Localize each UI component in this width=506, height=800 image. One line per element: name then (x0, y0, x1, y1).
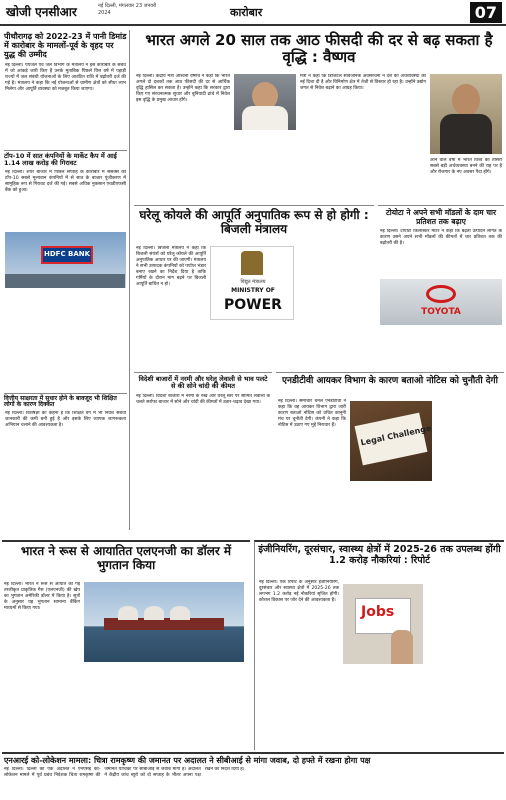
legal-body: नई दिल्ली। समाचार चैनल एनडीटीवी ने कहा कि वह आयकर विभाग द्वारा जारी कारण बताओ नोटिस को उचित कानूनी मंच पर चुनौती देगी। कंपनी ने कहा कि नोटिस में उठाए गए मुद्दे निराधार हैं। (278, 399, 346, 428)
masthead (0, 0, 506, 26)
jobs-body-cont (427, 580, 501, 746)
bullion-body: नई दिल्ली। विदेशी बाजारों में नरमी के रुख और घरेलू स्तर पर सीमित लेवाली के चलते सर्राफा बाजार में सोने और चांदी की कीमतों में उतार-चढ़ाव देखा गया। (136, 393, 270, 405)
top-story-body-b: मंत्री ने कहा कि डिजिटल सार्वजनिक अवसंरचना ने देश की अर्थव्यवस्था को नई दिशा दी है और विनिर्माण क्षेत्र में तेजी से विस्तार हो रहा है। उन्होंने उद्योग जगत से निवेश बढ़ाने का आग्रह किया। (300, 74, 426, 91)
toyota-story (378, 205, 504, 370)
bullion-story (134, 372, 272, 540)
bottom-body: नई दिल्ली। दिल्ली की एक अदालत ने एनएसई को-लोकेशन मामले में पूर्व प्रबंध निदेशक चित्रा रामकृष्ण की जमानत याचिका पर सीबीआई से जवाब मांगा है। अदालत ने केंद्रीय जांच ब्यूरो को दो सप्ताह के भीतर अपना पक्ष रखने का निर्देश दिया है। (4, 767, 245, 779)
bottom-headline: एनआरई को-लोकेशन मामला: चित्रा रामकृष्ण की जमानत पर अदालत ने सीबीआई से मांगा जवाब, दो हफ्ते में रखना होगा पक्ष (4, 756, 371, 765)
bottom-story (2, 752, 504, 799)
left-body-2: नई दिल्ली। शेयर बाजार में पिछले सप्ताह के कारोबार में सेंसेक्स की टॉप-10 सबसे मूल्यवान कंपनियों में से सात के बाजार पूंजीकरण में सामूहिक रूप से गिरावट दर्ज की गई। सबसे अधिक नुकसान एचडीएफसी बैंक को हुआ। (5, 169, 126, 193)
toyota-headline: टोयोटा ने अपने सभी मॉडलों के दाम चार प्रतिशत तक बढ़ाए (385, 208, 497, 226)
top-story-body-c: आने वाले वर्षों में भारत विश्व की तीसरी सबसे बड़ी अर्थव्यवस्था बनने की राह पर है और रोजगार के नए अवसर पैदा होंगे। (430, 158, 502, 175)
newspaper-logo: खोजी एनसीआर (6, 5, 77, 19)
coal-body-cont (298, 246, 372, 366)
left-headline: पीथौरागढ़ को 2022-23 में पानी डिमांड में कारोबार के मामलों-पूर्व के वृहद पर युद्ध की उम्मीद (4, 32, 127, 60)
bank-photo (5, 232, 126, 288)
date-line: नई दिल्ली, मंगलवार 23 जनवरी 2024 (98, 3, 157, 16)
left-sub-headline-2: वित्तीय साक्षरता में सुधार होने के बावजूद भी शिक्षित लोगों के कारण दिक्कत (4, 393, 127, 410)
ministry-of-text: MINISTRY OF (231, 287, 275, 294)
toyota-body-cont (378, 327, 504, 370)
toyota-brand: TOYOTA (421, 307, 461, 318)
legal-image (350, 401, 432, 481)
lng-body-cont (84, 666, 244, 746)
left-body-3: नई दिल्ली। विशेषज्ञों का कहना है कि शिक्षित वर्ग में भी निवेश संबंधी जानकारी की कमी बनी हुई है और इसके लिए व्यापक जागरूकता अभियान चलाने की आवश्यकता है। (5, 411, 126, 429)
lng-ship-photo (84, 582, 244, 662)
legal-body-cont (436, 399, 502, 537)
ministry-hindi: विद्युत मंत्रालय (240, 279, 266, 285)
coal-headline: घरेलू कोयले की आपूर्ति अनुपातिक रूप से हो होगी : बिजली मंत्रालय (139, 208, 369, 236)
lng-headline: भारत ने रूस से आयातित एलएनजी का डॉलर में भुगतान किया (20, 544, 232, 572)
lng-story (2, 540, 250, 750)
page-number: 07 (470, 2, 502, 23)
left-column (2, 30, 130, 530)
left-sub-headline: टॉप-10 में सात कंपनियों के मार्केट कैप में आई 1.14 लाख करोड़ की गिरावट (4, 150, 127, 168)
legal-story (276, 372, 504, 540)
jobs-sign-text: Jobs (361, 604, 395, 620)
bullion-headline: विदेशी बाजारों में नरमी और घरेलू लेवाली से भाव पलटे से की सोने चांदी की कीमत (138, 375, 268, 391)
left-body-2b (2, 290, 129, 390)
legal-image-text: Legal Challenge (359, 423, 433, 448)
top-story-body-a: नई दिल्ली। केंद्रीय मंत्री अश्विनी वैष्णव ने कहा कि भारत अगले दो दशकों तक आठ फीसदी की दर से आर्थिक वृद्धि हासिल कर सकता है। उन्होंने कहा कि सरकार द्वारा किए गए संरचनात्मक सुधार और बुनियादी ढांचे में निवेश इस वृद्धि के प्रमुख आधार होंगे। (136, 74, 230, 103)
minister-photo (234, 74, 296, 130)
coal-story (134, 205, 374, 370)
jobs-headline: इंजीनियरिंग, दूरसंचार, स्वास्थ्य क्षेत्रों में 2025-26 तक उपलब्ध होंगी 1.2 करोड़ नौकरियां : रिपोर्ट (258, 544, 501, 566)
jobs-photo (343, 584, 423, 664)
ministry-logo (210, 246, 294, 320)
jobs-story (254, 540, 504, 750)
top-story-headline: भारत अगले 20 साल तक आठ फीसदी की दर से बढ़ सकता है वृद्धि : वैष्णव (145, 31, 493, 67)
lng-body: नई दिल्ली। भारत ने रूस से आयात की गई तरलीकृत प्राकृतिक गैस (एलएनजी) की खेप का भुगतान अमेरिकी डॉलर में किया है। सूत्रों के अनुसार यह भुगतान सामान्य बैंकिंग माध्यमों से किया गया। (4, 582, 80, 611)
bank-sign-text: HDFC BANK (44, 249, 91, 258)
toyota-photo (380, 279, 502, 325)
section-title: कारोबार (230, 6, 263, 19)
toyota-logo-icon (426, 285, 456, 303)
left-body-1: नई दिल्ली। पेयजल एवं जल विभाग के मंत्रालय ने इस कारोबार के संबंध में जो आंकड़े जारी किए हैं उनके मुताबिक पिछले वित्त वर्ष में पहाड़ी राज्यों में जल संबंधी योजनाओं के लिए आवंटित राशि में बढ़ोतरी दर्ज की गई है। मंत्रालय ने कहा कि नई योजनाओं से ग्रामीण क्षेत्रों को सीधा लाभ मिलेगा और आपूर्ति व्यवस्था को मजबूत किया जाएगा। (5, 62, 126, 92)
coal-body: नई दिल्ली। बिजली मंत्रालय ने कहा कि बिजली संयंत्रों को घरेलू कोयले की आपूर्ति अनुपातिक आधार पर की जाएगी। मंत्रालय ने सभी उत्पादक कंपनियों को पर्याप्त भंडार बनाए रखने का निर्देश दिया है ताकि गर्मियों के दौरान मांग बढ़ने पर बिजली आपूर्ति बाधित न हो। (136, 246, 206, 287)
jobs-body: नई दिल्ली। एक रिपोर्ट के अनुसार इंजीनियरिंग, दूरसंचार और स्वास्थ्य क्षेत्रों में 2025-26 तक लगभग 1.2 करोड़ नई नौकरियां सृजित होंगी। कौशल विकास पर जोर देने की आवश्यकता है। (259, 580, 339, 603)
legal-headline: एनडीटीवी आयकर विभाग के कारण बताओ नोटिस को चुनौती देगी (282, 376, 498, 386)
speaker-photo (430, 74, 502, 154)
ministry-power-text: POWER (224, 297, 282, 313)
emblem-icon (241, 251, 263, 275)
toyota-body: नई दिल्ली। टोयोटा किर्लोस्कर मोटर ने कहा कि बढ़ती उत्पादन लागत के कारण उसने अपने सभी मॉडलों की कीमतों में चार प्रतिशत तक की बढ़ोतरी की है। (380, 229, 502, 247)
